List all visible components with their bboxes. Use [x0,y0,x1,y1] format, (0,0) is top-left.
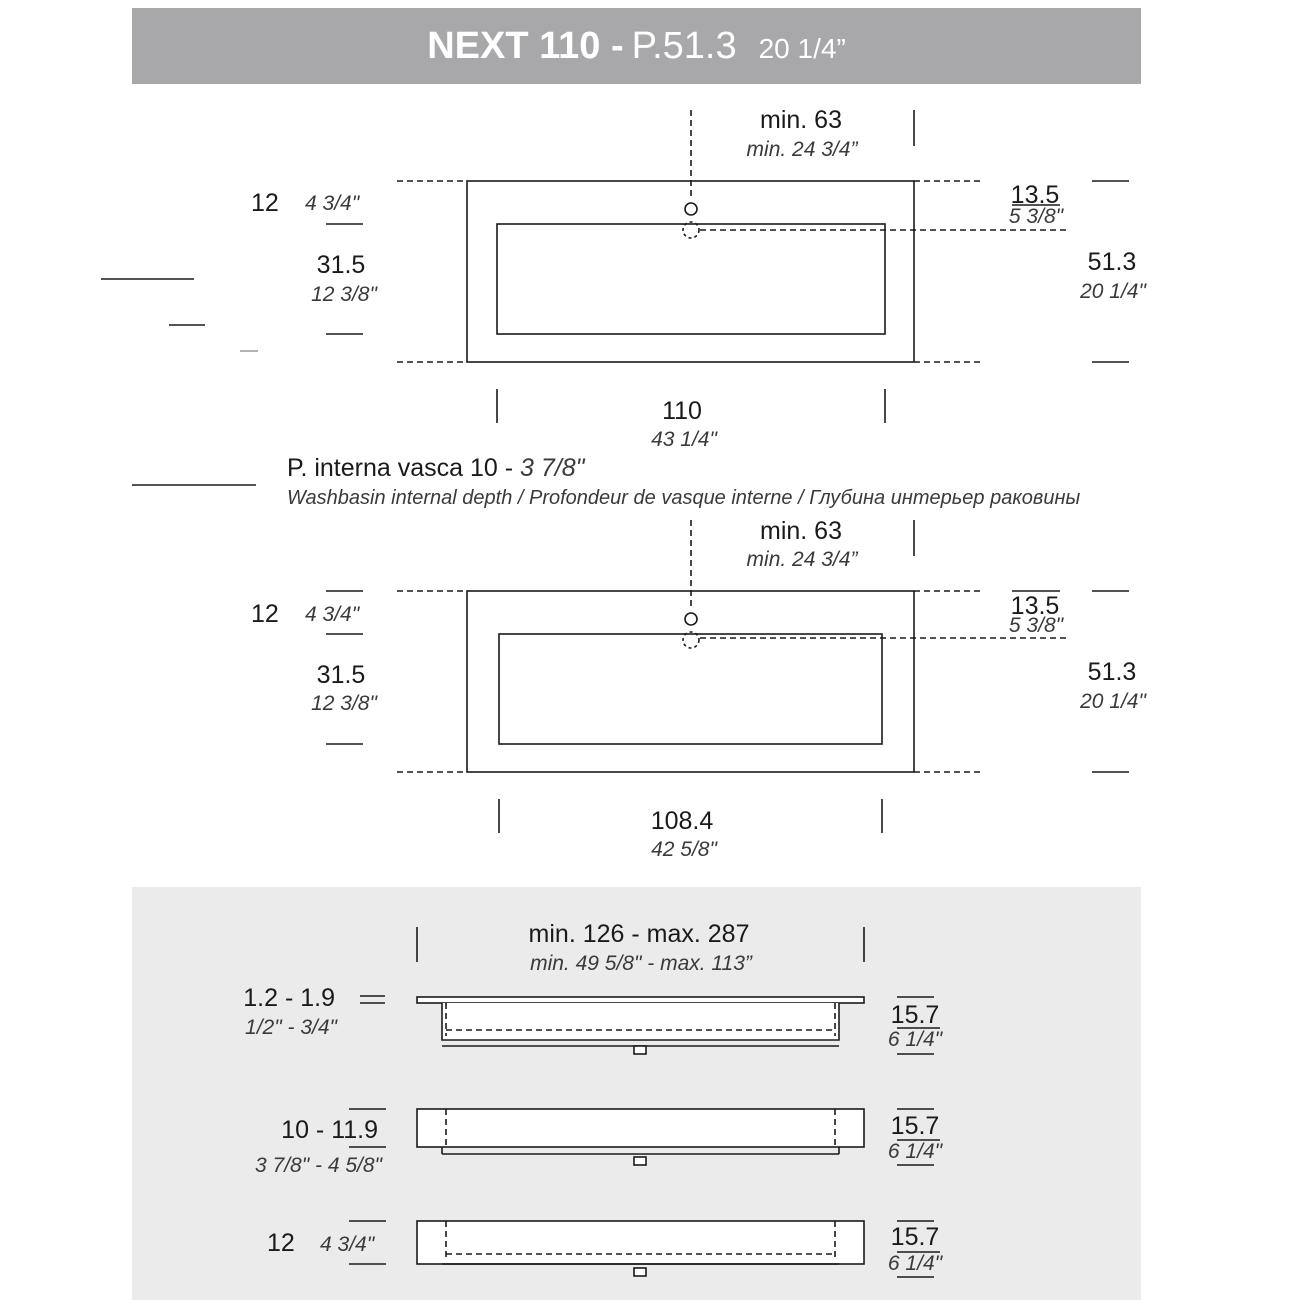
top-rim-left-inch: 4 3/4" [305,192,360,215]
bottom-plan-outline [467,591,914,772]
top-total-depth-inch: 20 1/4" [1080,280,1146,303]
row2-thickness-inch: 3 7/8" - 4 5/8" [255,1154,382,1177]
row1-height-inch: 6 1/4" [887,1028,943,1051]
top-plan-bowl [497,224,885,334]
top-min-width: min. 63 [760,106,842,134]
row2-thickness: 10 - 11.9 [281,1116,378,1144]
row1-thickness: 1.2 - 1.9 [243,984,335,1012]
bottom-bowl-width: 108.4 [650,807,714,835]
bottom-bowl-depth: 31.5 [316,661,366,689]
top-min-width-inch: min. 24 3/4” [746,138,858,161]
internal-depth-title: P. interna vasca 10 - [287,454,521,482]
elevation-slab-1 [417,997,864,1003]
row3-height-inch: 6 1/4" [887,1252,943,1275]
row3-thickness-inch: 4 3/4" [320,1233,375,1256]
bottom-tap-offset: 13.5 [1010,592,1060,620]
elevation-slab-3 [417,1221,864,1264]
elevation-slab-2 [417,1109,864,1147]
row3-thickness: 12 [267,1229,295,1257]
internal-depth-inch: 3 7/8" [520,454,585,482]
bottom-bowl-width-inch: 42 5/8" [651,838,717,861]
bottom-rim-left-inch: 4 3/4" [305,603,360,626]
top-bowl-depth-inch: 12 3/8" [311,283,377,306]
top-bowl-width-inch: 43 1/4" [651,428,717,451]
bottom-min-width: min. 63 [760,517,842,545]
model-name: NEXT 110 - [427,25,624,67]
top-tap-offset-inch: 5 3/8" [1008,205,1064,228]
bottom-total-depth: 51.3 [1087,658,1137,686]
top-bowl-width: 110 [662,397,702,425]
bottom-plan-bowl [499,634,882,744]
bottom-rim-left: 12 [251,600,279,628]
internal-depth-subtitle: Washbasin internal depth / Profondeur de vasque interne / Глубина интерьер раковины [287,487,1081,509]
model-depth-inch: 20 1/4” [758,33,846,64]
top-plan-outline [467,181,914,362]
bottom-tap-offset-inch: 5 3/8" [1008,614,1064,637]
row2-height-inch: 6 1/4" [887,1140,943,1163]
elevation-width-range: min. 126 - max. 287 [528,920,750,948]
bottom-min-width-inch: min. 24 3/4” [746,548,858,571]
bottom-bowl-depth-inch: 12 3/8" [311,692,377,715]
row3-height: 15.7 [890,1223,940,1251]
top-rim-left: 12 [251,189,279,217]
row1-thickness-inch: 1/2" - 3/4" [245,1016,337,1039]
row2-height: 15.7 [890,1112,940,1140]
top-tap-offset: 13.5 [1010,181,1060,209]
top-total-depth: 51.3 [1087,248,1137,276]
row1-height: 15.7 [890,1001,940,1029]
model-depth: P.51.3 [631,25,737,67]
elevation-width-range-inch: min. 49 5/8" - max. 113” [530,952,752,975]
internal-depth-note [287,454,585,483]
bottom-total-depth-inch: 20 1/4" [1080,690,1146,713]
top-bowl-depth: 31.5 [316,251,366,279]
